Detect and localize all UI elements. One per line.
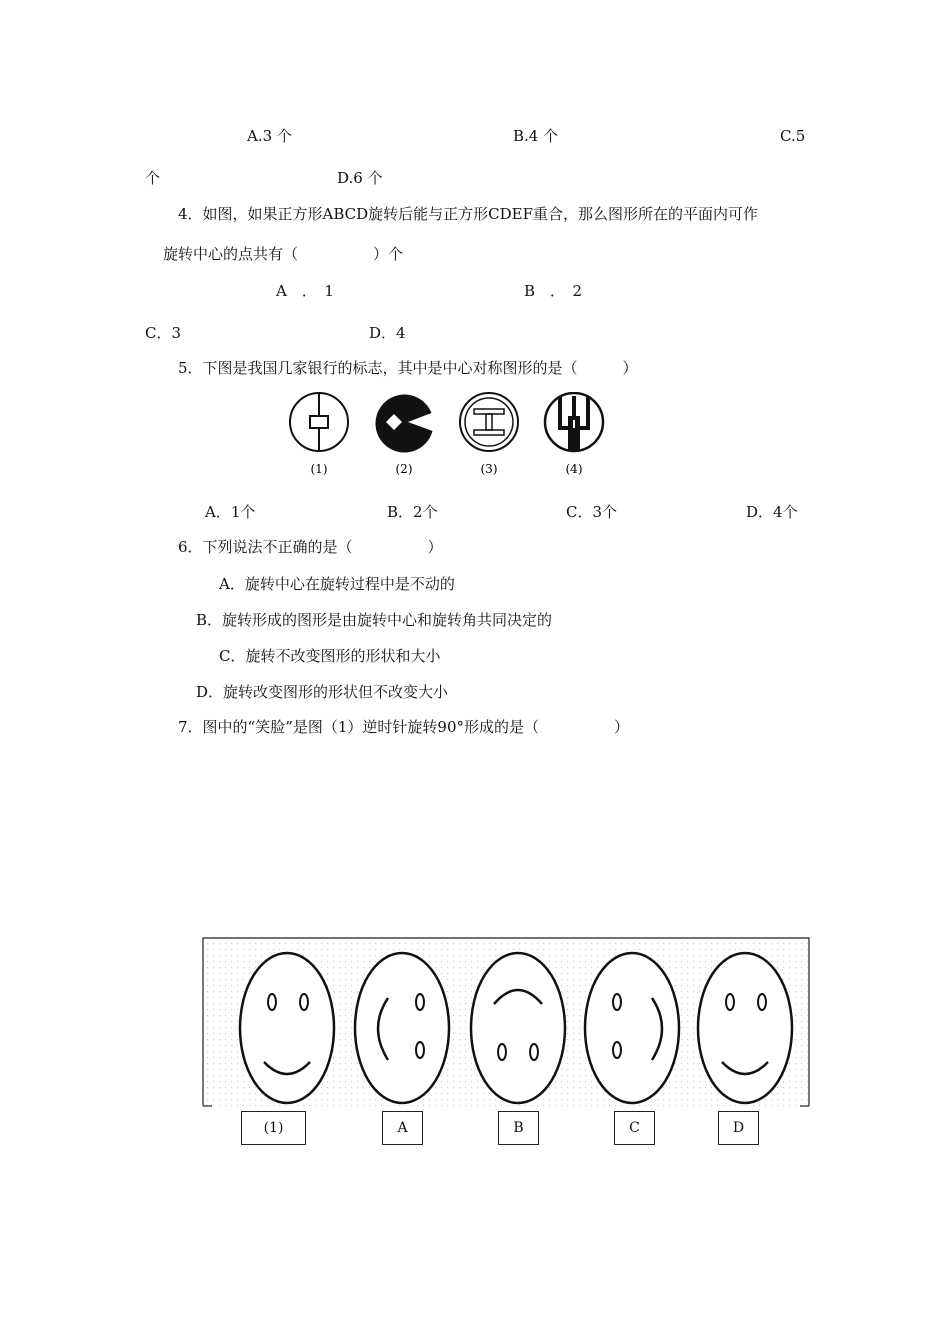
- q6-option-d: D．旋转改变图形的形状但不改变大小: [196, 683, 449, 701]
- q6-option-c: C．旋转不改变图形的形状和大小: [219, 647, 441, 665]
- q5-option-a: A．1个: [205, 503, 256, 521]
- q5-option-d: D．4个: [746, 503, 798, 521]
- smiley-face-a: [355, 953, 449, 1103]
- logo-label-1: (1): [310, 462, 328, 476]
- q6-stem: 6．下列说法不正确的是（ ）: [178, 538, 443, 556]
- q3-option-c: C.5: [780, 127, 806, 145]
- q4-stem-line1: 4．如图，如果正方形ABCD旋转后能与正方形CDEF重合，那么图形所在的平面内可作: [178, 205, 759, 223]
- bank-logo-4: [545, 393, 603, 451]
- q6-option-a: A．旋转中心在旋转过程中是不动的: [219, 575, 455, 593]
- face-label-b: B: [498, 1111, 539, 1145]
- smiley-face-original: [240, 953, 334, 1103]
- bank-logo-1: [290, 393, 348, 451]
- logo-label-4: (4): [565, 462, 583, 476]
- q3-option-a: A.3 个: [247, 127, 292, 145]
- q6-option-b: B．旋转形成的图形是由旋转中心和旋转角共同决定的: [196, 611, 553, 629]
- bank-logos-figure: [284, 392, 614, 482]
- q7-stem: 7．图中的“笑脸”是图（1）逆时针旋转90°形成的是（ ）: [178, 718, 630, 736]
- q4-option-d: D．4: [369, 324, 406, 342]
- q4-stem-line2: 旋转中心的点共有（ ）个: [163, 245, 404, 263]
- bank-logo-2: [375, 395, 432, 453]
- q4-option-a: A ． 1: [276, 282, 334, 300]
- bank-logo-3: [460, 393, 518, 451]
- q5-option-c: C．3个: [566, 503, 618, 521]
- face-label-a: A: [382, 1111, 423, 1145]
- q3-option-d: D.6 个: [337, 169, 383, 187]
- q4-option-b: B ． 2: [524, 282, 583, 300]
- smiley-face-d: [698, 953, 792, 1103]
- q4-option-c: C．3: [145, 324, 182, 342]
- smiley-faces-figure: [200, 936, 812, 1108]
- q5-stem: 5．下图是我国几家银行的标志，其中是中心对称图形的是（ ）: [178, 359, 638, 377]
- face-label-c: C: [614, 1111, 655, 1145]
- logo-label-3: (3): [480, 462, 498, 476]
- face-label-original: (1): [241, 1111, 306, 1145]
- q3-option-c-unit: 个: [145, 169, 161, 187]
- smiley-face-b: [471, 953, 565, 1103]
- logo-label-2: (2): [395, 462, 413, 476]
- q5-option-b: B．2个: [387, 503, 438, 521]
- smiley-face-c: [585, 953, 679, 1103]
- face-label-d: D: [718, 1111, 759, 1145]
- q3-option-b: B.4 个: [513, 127, 559, 145]
